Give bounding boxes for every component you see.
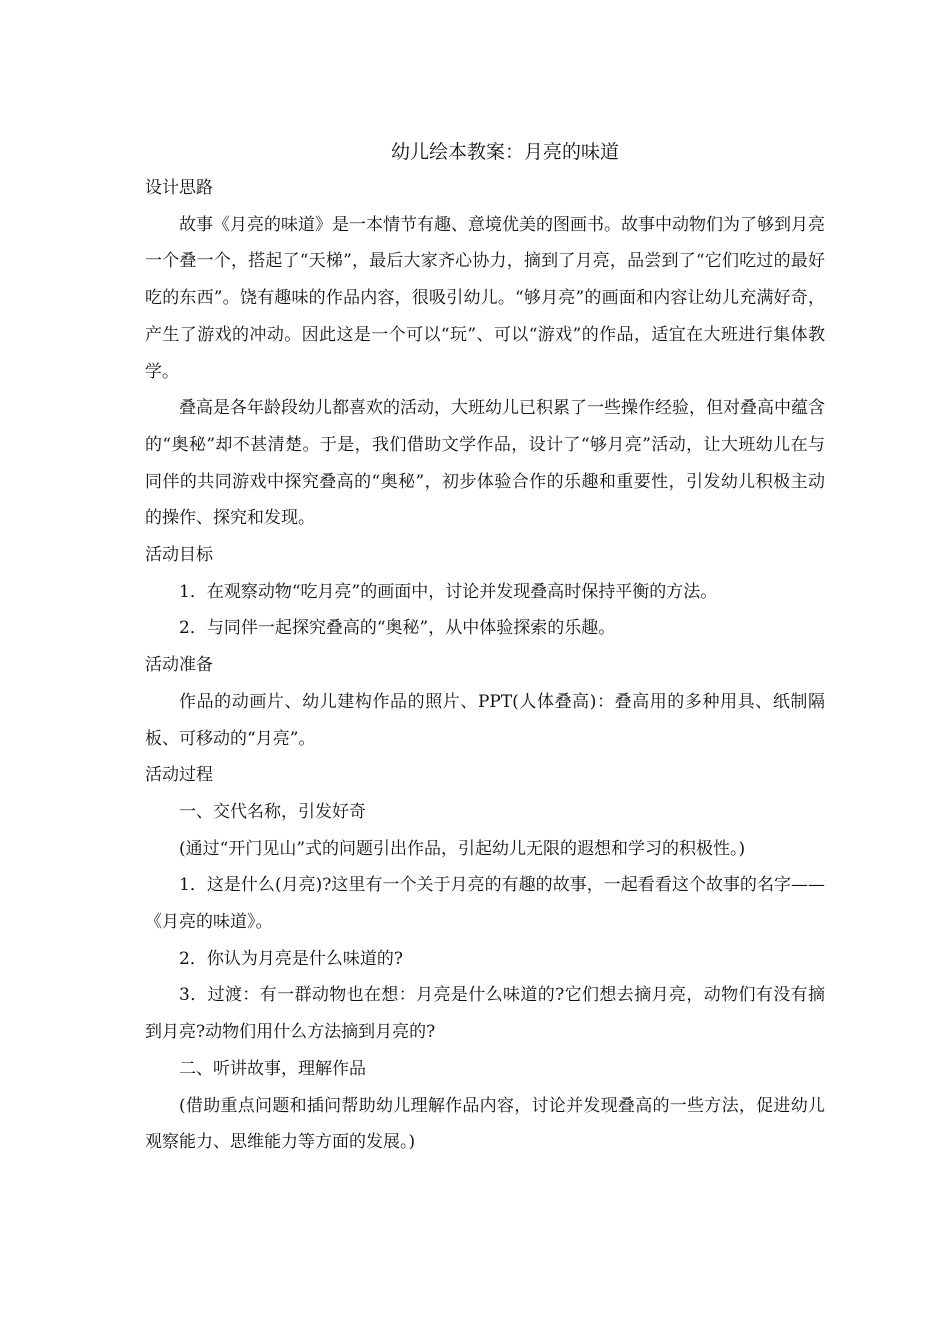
list-item: 1．在观察动物“吃月亮”的画面中，讨论并发现叠高时保持平衡的方法。 xyxy=(179,581,718,602)
section-heading: 活动目标 xyxy=(145,545,213,566)
paragraph: 故事《月亮的味道》是一本情节有趣、意境优美的图画书。故事中动物们为了够到月亮一个叠一个，搭起了“天梯”，最后大家齐心协力，摘到了月亮，品尝到了“它们吃过的最好吃的东西”。饶有趣味的作品内容，很吸引幼儿。“够月亮”的画面和内容让幼儿充满好奇，产生了游戏的冲动。因此这是一个可以“玩”、可以“游戏”的作品，适宜在大班进行集体教学。 xyxy=(145,214,825,382)
step-heading: 二、听讲故事，理解作品 xyxy=(179,1058,366,1079)
list-item: 1．这是什么(月亮)?这里有一个关于月亮的有趣的故事，一起看看这个故事的名字——《月亮的味道》。 xyxy=(145,875,825,933)
document-title: 幼儿绘本教案：月亮的味道 xyxy=(390,141,619,163)
section-heading: 活动过程 xyxy=(145,765,213,786)
list-item: 2．与同伴一起探究叠高的“奥秘”，从中体验探索的乐趣。 xyxy=(179,618,616,639)
section-activity-process xyxy=(145,757,825,1161)
section-activity-goals xyxy=(145,537,825,647)
section-activity-preparation xyxy=(145,647,825,757)
section-design-idea xyxy=(145,170,825,537)
paragraph: 叠高是各年龄段幼儿都喜欢的活动，大班幼儿已积累了一些操作经验，但对叠高中蕴含的“奥秘”却不甚清楚。于是，我们借助文学作品，设计了“够月亮”活动，让大班幼儿在与同伴的共同游戏中探究叠高的“奥秘”，初步体验合作的乐趣和重要性，引发幼儿积极主动的操作、探究和发现。 xyxy=(145,398,825,529)
section-heading: 设计思路 xyxy=(145,178,213,198)
paragraph: (借助重点问题和插问帮助幼儿理解作品内容，讨论并发现叠高的一些方法，促进幼儿观察能力、思维能力等方面的发展。) xyxy=(145,1095,825,1153)
paragraph: (通过“开门见山”式的问题引出作品，引起幼儿无限的遐想和学习的积极性。) xyxy=(179,838,746,859)
list-item: 3．过渡：有一群动物也在想：月亮是什么味道的?它们想去摘月亮，动物们有没有摘到月亮?动物们用什么方法摘到月亮的? xyxy=(145,985,825,1043)
paragraph: 作品的动画片、幼儿建构作品的照片、PPT(人体叠高)：叠高用的多种用具、纸制隔板、可移动的“月亮”。 xyxy=(145,691,825,749)
list-item: 2．你认为月亮是什么味道的? xyxy=(179,948,403,969)
step-heading: 一、交代名称，引发好奇 xyxy=(179,801,366,822)
document-body xyxy=(145,134,825,1161)
section-heading: 活动准备 xyxy=(145,655,213,676)
